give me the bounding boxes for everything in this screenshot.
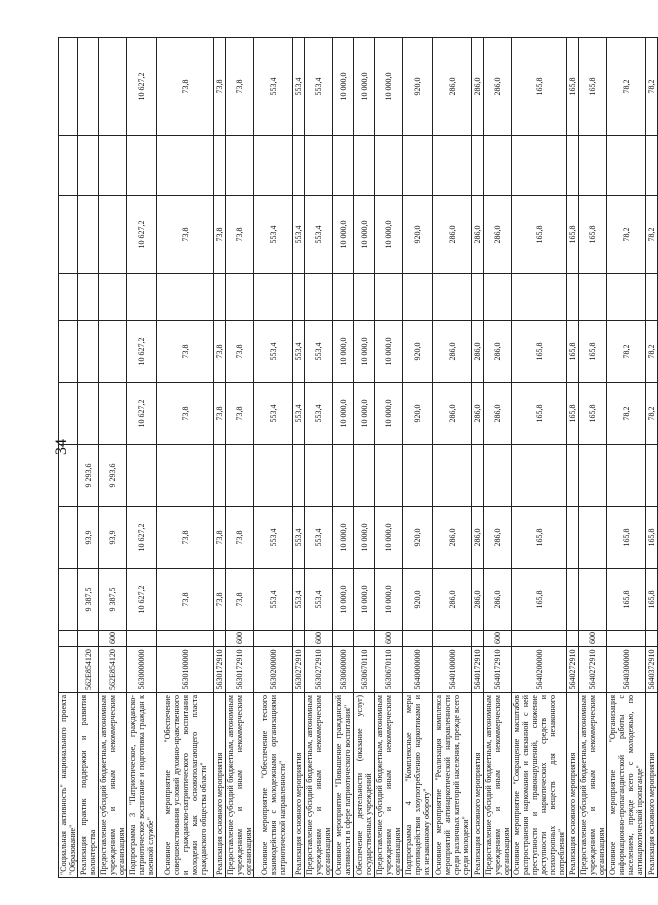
- row-expense-type: 600: [305, 631, 333, 647]
- row-value: 78,2: [646, 383, 658, 445]
- row-value: [484, 274, 512, 321]
- row-value: 10 000,0: [333, 321, 354, 383]
- row-value: [354, 136, 375, 196]
- row-value: 553,4: [305, 383, 333, 445]
- row-expense-type: 600: [375, 631, 403, 647]
- row-code: 5630272910: [293, 647, 305, 693]
- row-value: [333, 136, 354, 196]
- row-value: [78, 383, 99, 445]
- row-expense-type: [403, 631, 433, 647]
- rotated-page: [58, 38, 656, 878]
- row-code: 5640100000: [433, 647, 472, 693]
- row-value: [59, 383, 78, 445]
- table-row: [226, 38, 254, 878]
- row-code: 5630172910: [214, 647, 226, 693]
- row-value: 9 387,5: [99, 569, 127, 631]
- row-value: 165,8: [579, 196, 607, 274]
- row-value: [472, 136, 484, 196]
- table-row: [403, 38, 433, 878]
- row-value: 286,0: [433, 38, 472, 136]
- row-value: 73,8: [214, 507, 226, 569]
- row-value: 920,0: [403, 383, 433, 445]
- row-code: 5640172910: [484, 647, 512, 693]
- row-value: 73,8: [214, 321, 226, 383]
- row-value: 165,8: [567, 38, 579, 136]
- table-row: [127, 38, 157, 878]
- row-value: [226, 445, 254, 507]
- row-value: 553,4: [254, 383, 293, 445]
- row-expense-type: [354, 631, 375, 647]
- row-value: 10 627,2: [127, 38, 157, 136]
- row-expense-type: [78, 631, 99, 647]
- row-code: 5630200000: [254, 647, 293, 693]
- row-value: 286,0: [484, 196, 512, 274]
- row-code: [59, 647, 78, 693]
- row-expense-type: [512, 631, 567, 647]
- row-description: Предоставление субсидий бюджетным, автономным учреждениям и иным некоммерческим организациям: [579, 693, 607, 878]
- row-value: 165,8: [512, 383, 567, 445]
- row-value: 286,0: [472, 196, 484, 274]
- row-value: [403, 445, 433, 507]
- row-value: 78,2: [607, 383, 646, 445]
- row-value: 286,0: [472, 507, 484, 569]
- row-value: [214, 136, 226, 196]
- row-value: [59, 274, 78, 321]
- row-value: 165,8: [567, 383, 579, 445]
- row-value: 9 293,6: [99, 445, 127, 507]
- row-value: [607, 274, 646, 321]
- row-value: 165,8: [512, 507, 567, 569]
- row-value: 553,4: [305, 321, 333, 383]
- row-expense-type: [567, 631, 579, 647]
- table-row: [333, 38, 354, 878]
- row-value: [127, 274, 157, 321]
- row-code: 5640372910: [646, 647, 658, 693]
- table-row: [579, 38, 607, 878]
- budget-table: [58, 37, 658, 878]
- table-row: [472, 38, 484, 878]
- row-value: 78,2: [646, 321, 658, 383]
- row-value: [646, 274, 658, 321]
- row-code: 5630670110: [375, 647, 403, 693]
- row-value: [59, 507, 78, 569]
- row-value: [472, 274, 484, 321]
- row-value: 9 387,5: [78, 569, 99, 631]
- row-code: 5630172910: [226, 647, 254, 693]
- row-value: [512, 136, 567, 196]
- row-value: 165,8: [646, 507, 658, 569]
- row-value: 553,4: [293, 196, 305, 274]
- row-value: 553,4: [254, 196, 293, 274]
- row-code: 5630670110: [354, 647, 375, 693]
- row-value: 10 627,2: [127, 196, 157, 274]
- row-value: 165,8: [512, 321, 567, 383]
- row-value: [607, 136, 646, 196]
- row-value: 165,8: [579, 383, 607, 445]
- row-value: 73,8: [214, 196, 226, 274]
- row-description: Реализация основного мероприятия: [214, 693, 226, 878]
- row-value: 78,2: [646, 196, 658, 274]
- row-value: 553,4: [293, 383, 305, 445]
- table-row: [78, 38, 99, 878]
- row-value: 286,0: [433, 196, 472, 274]
- row-code: 5640000000: [403, 647, 433, 693]
- row-value: [78, 321, 99, 383]
- row-value: 286,0: [484, 383, 512, 445]
- row-value: [646, 136, 658, 196]
- row-value: 553,4: [305, 196, 333, 274]
- row-value: 553,4: [305, 507, 333, 569]
- table-row: [433, 38, 472, 878]
- row-code: 5640172910: [472, 647, 484, 693]
- row-value: [157, 445, 214, 507]
- row-expense-type: 600: [226, 631, 254, 647]
- row-value: [433, 274, 472, 321]
- row-value: 93,9: [99, 507, 127, 569]
- row-value: [254, 445, 293, 507]
- row-value: 78,2: [646, 38, 658, 136]
- row-value: [354, 445, 375, 507]
- row-value: [293, 445, 305, 507]
- row-expense-type: [433, 631, 472, 647]
- row-value: 10 000,0: [375, 38, 403, 136]
- row-value: [214, 274, 226, 321]
- row-expense-type: [646, 631, 658, 647]
- row-value: 553,4: [293, 507, 305, 569]
- row-value: 920,0: [403, 569, 433, 631]
- row-description: Предоставление субсидий бюджетным, автономным учреждениям и иным некоммерческим организациям: [305, 693, 333, 878]
- row-value: 920,0: [403, 38, 433, 136]
- row-description: Предоставление субсидий бюджетным, автономным учреждениям и иным некоммерческим организациям: [226, 693, 254, 878]
- row-value: [293, 274, 305, 321]
- page-number: 34: [53, 439, 70, 455]
- row-value: [433, 445, 472, 507]
- row-value: [293, 136, 305, 196]
- row-value: [375, 445, 403, 507]
- row-value: [305, 136, 333, 196]
- row-value: 920,0: [403, 196, 433, 274]
- row-value: 73,8: [157, 321, 214, 383]
- row-value: 10 627,2: [127, 321, 157, 383]
- row-value: [567, 136, 579, 196]
- row-value: 10 000,0: [375, 507, 403, 569]
- row-value: 286,0: [472, 38, 484, 136]
- row-value: 73,8: [226, 196, 254, 274]
- row-value: [78, 38, 99, 136]
- row-value: 78,2: [607, 196, 646, 274]
- row-value: 73,8: [214, 569, 226, 631]
- row-description: Основное мероприятие "Повышение гражданской активности в сфере патриотического воспитания": [333, 693, 354, 878]
- table-row: [607, 38, 646, 878]
- row-value: [78, 274, 99, 321]
- row-value: 10 627,2: [127, 507, 157, 569]
- table-row: [512, 38, 567, 878]
- row-value: [579, 274, 607, 321]
- row-value: [305, 274, 333, 321]
- row-value: [484, 136, 512, 196]
- row-value: 10 000,0: [375, 196, 403, 274]
- row-code: 5640200000: [512, 647, 567, 693]
- row-value: 10 000,0: [333, 507, 354, 569]
- table-row: [254, 38, 293, 878]
- row-value: [99, 383, 127, 445]
- row-description: Основное мероприятие "Реализация комплекса мероприятий антинаркотической направленности среди различных категорий населения, прежде всего среди молодежи": [433, 693, 472, 878]
- row-code: 562E854120: [78, 647, 99, 693]
- row-value: 73,8: [226, 38, 254, 136]
- row-code: 5640272910: [579, 647, 607, 693]
- row-value: [127, 445, 157, 507]
- row-value: 10 000,0: [354, 383, 375, 445]
- row-value: 165,8: [512, 38, 567, 136]
- row-value: 286,0: [484, 38, 512, 136]
- row-value: 165,8: [512, 569, 567, 631]
- row-description: Реализация основного мероприятия: [646, 693, 658, 878]
- row-description: Основное мероприятие "Сокращение масштабов распространения наркомании и связанной с ней преступности и правонарушений, снижение доступности наркотических средств и психотропных веществ для незаконного потребления": [512, 693, 567, 878]
- row-description: Основное мероприятие "Организация информационно-пропагандистской работы с населением, прежде всего с молодежью, по антинаркотической пропаганде": [607, 693, 646, 878]
- row-value: [646, 445, 658, 507]
- row-value: [157, 136, 214, 196]
- row-description: Реализация основного мероприятия: [472, 693, 484, 878]
- row-value: [157, 274, 214, 321]
- row-value: 553,4: [254, 507, 293, 569]
- row-value: 286,0: [484, 569, 512, 631]
- row-expense-type: 600: [484, 631, 512, 647]
- row-value: 286,0: [472, 569, 484, 631]
- table-row: [484, 38, 512, 878]
- row-description: "Социальная активность" национального проекта "Образование": [59, 693, 78, 878]
- table-row: [646, 38, 658, 878]
- row-value: 553,4: [293, 38, 305, 136]
- row-value: 10 000,0: [375, 569, 403, 631]
- row-value: [226, 274, 254, 321]
- row-value: [59, 569, 78, 631]
- table-row: [354, 38, 375, 878]
- row-value: [512, 274, 567, 321]
- row-value: 73,8: [157, 38, 214, 136]
- row-code: 5630600000: [333, 647, 354, 693]
- row-value: 10 000,0: [333, 196, 354, 274]
- row-expense-type: 600: [99, 631, 127, 647]
- row-value: [579, 569, 607, 631]
- row-value: [59, 445, 78, 507]
- row-value: 10 627,2: [127, 383, 157, 445]
- row-value: 10 000,0: [354, 569, 375, 631]
- row-code: 562E854120: [99, 647, 127, 693]
- row-value: 286,0: [484, 507, 512, 569]
- row-code: 5640272910: [567, 647, 579, 693]
- row-value: [375, 136, 403, 196]
- table-row: [99, 38, 127, 878]
- row-expense-type: [333, 631, 354, 647]
- row-value: [59, 196, 78, 274]
- row-value: 10 627,2: [127, 569, 157, 631]
- row-value: [226, 136, 254, 196]
- row-value: 10 000,0: [333, 38, 354, 136]
- row-value: 165,8: [579, 38, 607, 136]
- row-value: [567, 445, 579, 507]
- row-value: 93,9: [78, 507, 99, 569]
- row-value: 10 000,0: [375, 321, 403, 383]
- row-value: 73,8: [226, 321, 254, 383]
- row-value: 165,8: [567, 196, 579, 274]
- row-value: 10 000,0: [354, 196, 375, 274]
- row-value: 286,0: [433, 383, 472, 445]
- row-value: [78, 196, 99, 274]
- row-description: Обеспечение деятельности (оказание услуг) государственных учреждений: [354, 693, 375, 878]
- row-description: Подпрограмма 4 "Комплексные меры противодействия злоупотреблению наркотиками и их незаконному обороту": [403, 693, 433, 878]
- row-value: 165,8: [607, 507, 646, 569]
- row-value: 10 000,0: [354, 38, 375, 136]
- row-value: [607, 445, 646, 507]
- table-body: [59, 38, 658, 878]
- row-value: 553,4: [254, 569, 293, 631]
- row-value: [579, 445, 607, 507]
- row-value: [127, 136, 157, 196]
- row-expense-type: [59, 631, 78, 647]
- row-code: 5630100000: [157, 647, 214, 693]
- row-value: [579, 136, 607, 196]
- row-expense-type: [157, 631, 214, 647]
- row-value: 73,8: [226, 569, 254, 631]
- row-value: 73,8: [226, 507, 254, 569]
- row-value: 165,8: [579, 321, 607, 383]
- row-value: [512, 445, 567, 507]
- row-value: 553,4: [305, 38, 333, 136]
- row-value: 73,8: [157, 569, 214, 631]
- row-value: 286,0: [433, 507, 472, 569]
- table-row: [305, 38, 333, 878]
- row-value: 9 293,6: [78, 445, 99, 507]
- row-value: [214, 445, 226, 507]
- row-value: 286,0: [433, 569, 472, 631]
- row-expense-type: [293, 631, 305, 647]
- row-value: 553,4: [254, 38, 293, 136]
- row-value: 286,0: [472, 321, 484, 383]
- row-value: 920,0: [403, 321, 433, 383]
- table-row: [59, 38, 78, 878]
- row-value: [59, 321, 78, 383]
- row-value: [375, 274, 403, 321]
- row-value: [579, 507, 607, 569]
- row-value: [403, 136, 433, 196]
- row-value: [472, 445, 484, 507]
- row-value: 10 000,0: [354, 507, 375, 569]
- table-row: [567, 38, 579, 878]
- table-row: [375, 38, 403, 878]
- row-value: [403, 274, 433, 321]
- row-value: 73,8: [157, 383, 214, 445]
- row-value: [99, 136, 127, 196]
- row-value: 553,4: [305, 569, 333, 631]
- row-value: 73,8: [214, 383, 226, 445]
- row-value: 73,8: [157, 196, 214, 274]
- table-row: [157, 38, 214, 878]
- row-description: Предоставление субсидий бюджетным, автономным учреждениям и иным некоммерческим организациям: [375, 693, 403, 878]
- row-value: [99, 196, 127, 274]
- row-value: [99, 274, 127, 321]
- row-value: 73,8: [226, 383, 254, 445]
- row-description: Основное мероприятие "Обеспечение совершенствования условий духовно-нравственного и гражданско-патриотического воспитания молодежи как основополагающего пласта гражданского общества области": [157, 693, 214, 878]
- row-description: Реализация основного мероприятия: [293, 693, 305, 878]
- row-value: [99, 38, 127, 136]
- row-value: 165,8: [646, 569, 658, 631]
- row-value: 73,8: [214, 38, 226, 136]
- row-value: 165,8: [567, 321, 579, 383]
- row-value: [59, 136, 78, 196]
- row-expense-type: 600: [579, 631, 607, 647]
- row-value: 553,4: [293, 321, 305, 383]
- row-description: Предоставление субсидий бюджетным, автономным учреждениям и иным некоммерческим организациям: [484, 693, 512, 878]
- row-expense-type: [472, 631, 484, 647]
- row-expense-type: [214, 631, 226, 647]
- row-description: Реализация основного мероприятия: [567, 693, 579, 878]
- row-value: [78, 136, 99, 196]
- row-value: [567, 507, 579, 569]
- row-value: 286,0: [484, 321, 512, 383]
- row-value: [333, 445, 354, 507]
- row-expense-type: [127, 631, 157, 647]
- row-value: [433, 136, 472, 196]
- row-value: 73,8: [157, 507, 214, 569]
- row-value: 165,8: [607, 569, 646, 631]
- row-value: 78,2: [607, 321, 646, 383]
- table-row: [293, 38, 305, 878]
- row-description: Предоставление субсидий бюджетным, автономным учреждениям и иным некоммерческим организациям: [99, 693, 127, 878]
- row-value: [567, 274, 579, 321]
- row-value: [333, 274, 354, 321]
- row-value: [99, 321, 127, 383]
- row-value: [484, 445, 512, 507]
- row-expense-type: [607, 631, 646, 647]
- row-value: 10 000,0: [333, 569, 354, 631]
- row-description: Подпрограмма 3 "Патриотическое, гражданско-патриотическое воспитание и подготовка граждан к военной службе": [127, 693, 157, 878]
- row-value: [59, 38, 78, 136]
- row-value: 10 000,0: [375, 383, 403, 445]
- row-expense-type: [254, 631, 293, 647]
- row-value: 10 000,0: [354, 321, 375, 383]
- row-value: [354, 274, 375, 321]
- row-value: 78,2: [607, 38, 646, 136]
- table-row: [214, 38, 226, 878]
- row-value: 553,4: [293, 569, 305, 631]
- row-value: [567, 569, 579, 631]
- row-value: [305, 445, 333, 507]
- row-value: 10 000,0: [333, 383, 354, 445]
- row-code: 5630000000: [127, 647, 157, 693]
- row-value: 553,4: [254, 321, 293, 383]
- row-value: [254, 274, 293, 321]
- row-code: 5640300000: [607, 647, 646, 693]
- row-description: Реализация практик поддержки и развития волонтерства: [78, 693, 99, 878]
- row-code: 5630272910: [305, 647, 333, 693]
- row-description: Основное мероприятие "Обеспечение тесного взаимодействия с молодежными организациями патриотической направленности": [254, 693, 293, 878]
- row-value: 920,0: [403, 507, 433, 569]
- row-value: [254, 136, 293, 196]
- row-value: 165,8: [512, 196, 567, 274]
- row-value: 286,0: [433, 321, 472, 383]
- row-value: 286,0: [472, 383, 484, 445]
